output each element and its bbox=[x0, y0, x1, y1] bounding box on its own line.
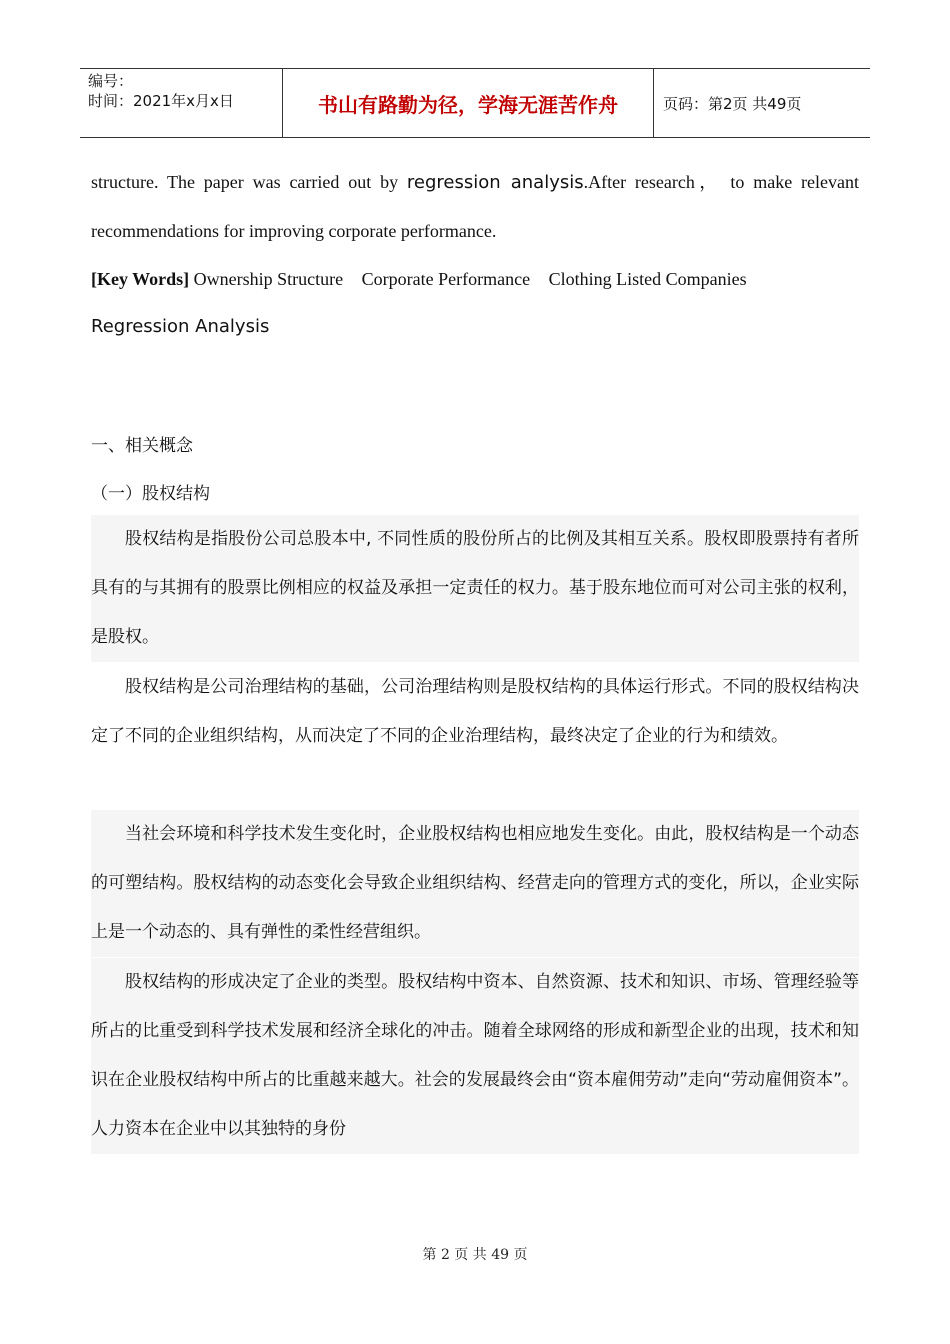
header-meta bbox=[80, 69, 282, 137]
page-info-text: 页码：第2页 共49页 bbox=[663, 94, 802, 113]
abstract-line-2: recommendations for improving corporate performance. bbox=[91, 221, 497, 241]
paragraph-2: 股权结构是公司治理结构的基础，公司治理结构则是股权结构的具体运行形式。不同的股权结构决定了不同的企业组织结构，从而决定了不同的企业治理结构，最终决定了企业的行为和绩效。 bbox=[91, 677, 859, 746]
section-heading: 一、相关概念 bbox=[91, 436, 193, 456]
keyword: Clothing Listed Companies bbox=[548, 269, 747, 289]
header-page-info bbox=[654, 69, 870, 137]
paragraph-3: 当社会环境和科学技术发生变化时，企业股权结构也相应地发生变化。由此，股权结构是一个动态的可塑结构。股权结构的动态变化会导致企业组织结构、经营走向的管理方式的变化，所以，企业实际上是一个动态的、具有弹性的柔性经营组织。 bbox=[91, 810, 859, 957]
header-motto: 书山有路勤为径，学海无涯苦作舟 bbox=[318, 92, 618, 117]
english-abstract bbox=[91, 158, 859, 351]
abstract-line-1: structure. The paper was carried out by regression analysis.After research， to make relevant bbox=[91, 172, 859, 193]
document-number-label: 编号： bbox=[88, 72, 134, 90]
keyword-last: Regression Analysis bbox=[91, 316, 270, 337]
header-motto-cell bbox=[282, 69, 654, 137]
keyword: Corporate Performance bbox=[361, 269, 531, 289]
paragraph-4: 股权结构的形成决定了企业的类型。股权结构中资本、自然资源、技术和知识、市场、管理经验等所占的比重受到科学技术发展和经济全球化的冲击。随着全球网络的形成和新型企业的出现，技术和知识在企业股权结构中所占的比重越来越大。社会的发展最终会由“资本雇佣劳动”走向“劳动雇佣资本”。人力资本在企业中以其独特的身份 bbox=[91, 958, 859, 1154]
keywords-line bbox=[91, 255, 859, 303]
page-header bbox=[80, 68, 870, 138]
subsection-heading: （一）股权结构 bbox=[91, 484, 210, 504]
keywords-label: [Key Words] bbox=[91, 269, 190, 289]
paragraph-1: 股权结构是指股份公司总股本中, 不同性质的股份所占的比例及其相互关系。股权即股票持有者所具有的与其拥有的股票比例相应的权益及承担一定责任的权力。基于股东地位而可对公司主张的权利，是股权。 bbox=[91, 515, 859, 662]
keyword: Ownership Structure bbox=[193, 269, 344, 289]
document-date: 时间：2021年x月x日 bbox=[88, 92, 234, 110]
page-footer: 第 2 页 共 49 页 bbox=[422, 1247, 528, 1263]
